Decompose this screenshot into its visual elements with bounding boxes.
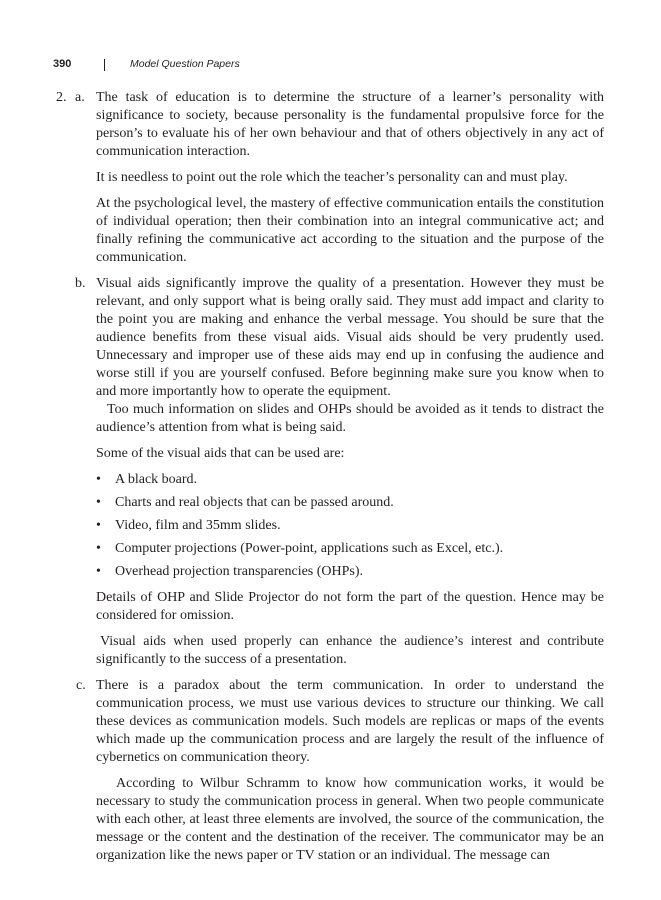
header-divider [104,59,105,71]
list-item: • Overhead projection transparencies (OHPs). [96,564,364,579]
visual-aids-list [96,471,604,581]
list-intro: Some of the visual aids that can be used are: [96,446,345,461]
page-number: 390 [53,58,72,70]
part-b-paragraph: Too much information on slides and OHPs should be avoided as it tends to distract the audience’s attention from what is being said. [96,402,604,435]
part-a-paragraph: The task of education is to determine the structure of a learner’s personality with significance to society, because personality is the fundamental propulsive force for the person’s to evaluate his of her own behaviour and that of others objectively in any act of communication interaction. [96,90,604,159]
bullet-icon: • [96,495,101,510]
part-label-b: b. [75,276,86,291]
list-item: • Charts and real objects that can be passed around. [96,495,394,510]
bullet-icon: • [96,472,101,487]
bullet-icon: • [96,564,101,579]
part-c-paragraph: There is a paradox about the term communication. In order to understand the communication process, we must use various devices to structure our thinking. We call these devices as communication models. Such models are replicas or maps of the events which made up the communication process and are largely the result of the influence of cybernetics on communication theory. [96,678,604,765]
bullet-icon: • [96,518,101,533]
list-item: • Video, film and 35mm slides. [96,518,281,533]
list-item: • Computer projections (Power-point, applications such as Excel, etc.). [96,541,504,556]
part-label-a: a. [75,90,85,105]
question-number: 2. [56,90,67,105]
page-content [56,89,606,865]
question-part-b [56,275,606,669]
list-item: • A black board. [96,472,198,487]
question-part-c [56,677,606,865]
part-label-c: c. [76,678,86,693]
running-title: Model Question Papers [130,58,240,70]
part-a-paragraph: At the psychological level, the mastery of effective communication entails the constitution of individual operation; then their combination into an integral communicative act; and finally refining the communicative act according to the situation and the purpose of the communication. [96,196,604,265]
part-a-paragraph: It is needless to point out the role which the teacher’s personality can and must play. [96,170,568,185]
part-b-paragraph: Details of OHP and Slide Projector do not form the part of the question. Hence may be considered for omission. [96,590,604,623]
part-b-paragraph: Visual aids significantly improve the quality of a presentation. However they must be relevant, and only support what is being orally said. They must add impact and clarity to the point you are making and enhance the verbal message. You should be sure that the audience benefits from these visual aids. Visual aids should be very prudently used. Unnecessary and improper use of these aids may end up in confusing the audience and worse still if you are yourself confused. Before beginning make sure you know when to and more importantly how to operate the equipment. [96,276,604,399]
part-c-paragraph: According to Wilbur Schramm to know how communication works, it would be necessary to study the communication process in general. When two people communicate with each other, at least three elements are involved, the source of the communication, the message or the content and the destination of the receiver. The communicator may be an organization like the news paper or TV station or an individual. The message can [96,776,604,863]
bullet-icon: • [96,541,101,556]
part-b-paragraph: Visual aids when used properly can enhance the audience’s interest and contribute significantly to the success of a presentation. [96,634,604,667]
question-part-a [56,89,606,267]
